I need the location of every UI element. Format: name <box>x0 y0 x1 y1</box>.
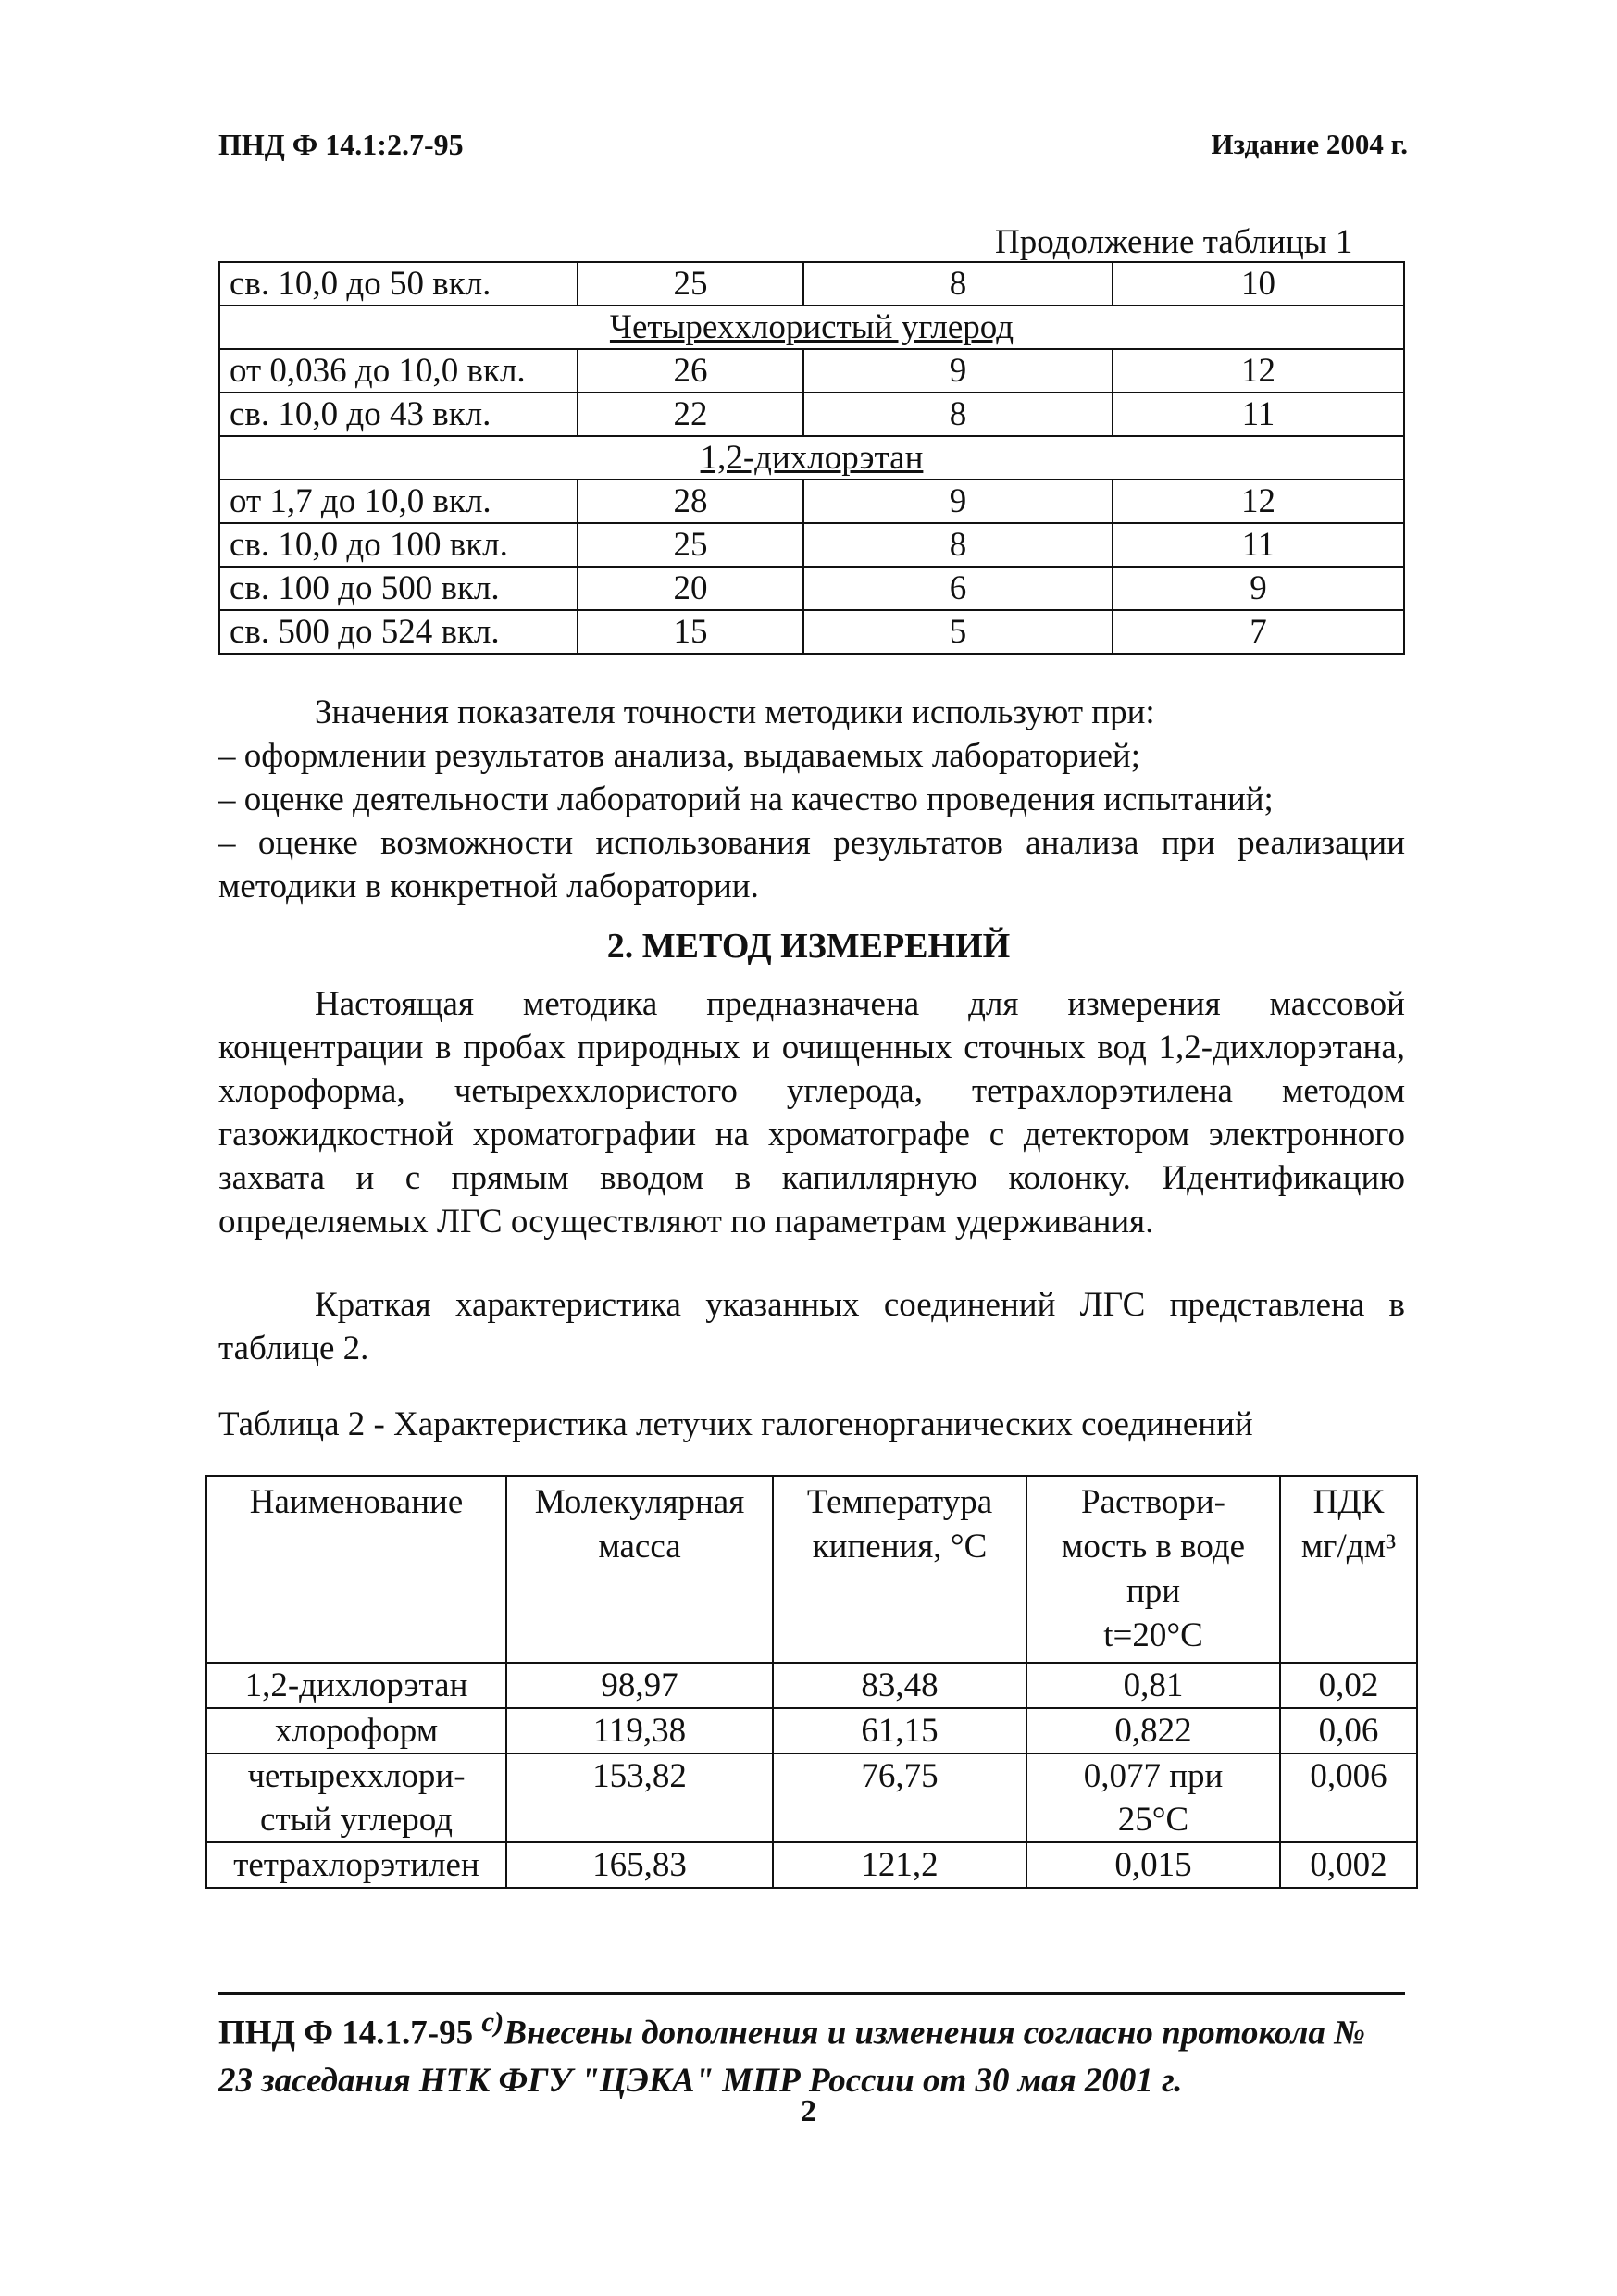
table-cell: 28 <box>578 480 803 523</box>
table-cell: 8 <box>803 523 1113 567</box>
table-header-row <box>206 1476 1417 1663</box>
group-name: Четыреххлористый углерод <box>609 307 1014 346</box>
table-cell: 0,002 <box>1280 1842 1417 1888</box>
table-cell: 9 <box>803 349 1113 393</box>
table1-continuation-caption: Продолжение таблицы 1 <box>995 223 1353 261</box>
method-paragraph: Настоящая методика предназначена для измерения массовой концентрации в пробах природных и очищенных сточных вод 1,2-дихлорэтана, хлороформа, четыреххлористого углерода, тетрахлорэтилена методом газожидкостной хроматографии на хроматографе с детектором электронного захвата и с прямым вводом в капиллярную колонку. Идентификацию определяемых ЛГС осуществляют по параметрам удерживания. <box>218 985 1405 1241</box>
group-name: 1,2-дихлорэтан <box>700 438 924 477</box>
table-cell: тетрахлорэтилен <box>206 1842 506 1888</box>
table-cell: 61,15 <box>773 1708 1026 1753</box>
table-row <box>206 1842 1417 1888</box>
table-cell: 1,2-дихлорэтан <box>206 1663 506 1708</box>
cell-text: 0,077 при <box>1083 1757 1224 1795</box>
summary-paragraph: Краткая характеристика указанных соединений ЛГС представлена в таблице 2. <box>218 1286 1405 1367</box>
table-cell: св. 10,0 до 43 вкл. <box>219 393 578 436</box>
footer-code: ПНД Ф 14.1.7-95 <box>218 2014 474 2053</box>
footer-note-text: Внесены дополнения и изменения согласно протокола № 23 заседания НТК ФГУ "ЦЭКА" МПР России от 30 мая 2001 г. <box>218 2014 1366 2101</box>
cell-text: четыреххлори- <box>247 1757 466 1795</box>
table-cell: хлороформ <box>206 1708 506 1753</box>
usage-lead: Значения показателя точности методики используют при: <box>315 693 1155 731</box>
table-row <box>206 1753 1417 1842</box>
table-cell: 7 <box>1113 610 1404 654</box>
table-row <box>206 1663 1417 1708</box>
table-row <box>219 480 1404 523</box>
usage-list <box>218 734 1405 908</box>
header-text: Температура <box>806 1483 993 1521</box>
table2 <box>205 1475 1418 1889</box>
header-text: ПДК <box>1312 1483 1385 1521</box>
header-text: Наименование <box>249 1483 464 1521</box>
table-cell: 0,02 <box>1280 1663 1417 1708</box>
header-text: мость в воде <box>1061 1528 1246 1566</box>
table-cell: 76,75 <box>773 1753 1026 1842</box>
cell-text: стый углерод <box>260 1801 453 1839</box>
table-cell: 0,06 <box>1280 1708 1417 1753</box>
table-group-header <box>219 306 1404 349</box>
table-cell: 12 <box>1113 349 1404 393</box>
table-cell: 83,48 <box>773 1663 1026 1708</box>
table-row <box>206 1708 1417 1753</box>
header-text: кипения, °С <box>812 1528 988 1566</box>
table-cell <box>206 1753 506 1842</box>
table-cell: 25 <box>578 262 803 306</box>
table-cell: св. 10,0 до 100 вкл. <box>219 523 578 567</box>
column-header <box>773 1476 1026 1663</box>
table-cell: 5 <box>803 610 1113 654</box>
table-cell: 0,822 <box>1026 1708 1280 1753</box>
list-item: – оценке возможности использования результатов анализа при реализации методики в конкретной лаборатории. <box>218 824 1405 905</box>
list-item: – оформлении результатов анализа, выдаваемых лабораторией; <box>218 737 1140 775</box>
table-cell: 22 <box>578 393 803 436</box>
table-cell: 0,015 <box>1026 1842 1280 1888</box>
table-cell: 98,97 <box>506 1663 773 1708</box>
column-header <box>206 1476 506 1663</box>
table-row <box>219 567 1404 610</box>
table-cell: 8 <box>803 393 1113 436</box>
table-row <box>219 393 1404 436</box>
table-cell: 11 <box>1113 523 1404 567</box>
table-group-row <box>219 306 1404 349</box>
page-number: 2 <box>801 2094 816 2128</box>
footer-mark: с) <box>481 2006 504 2038</box>
section-title: 2. МЕТОД ИЗМЕРЕНИЙ <box>606 927 1011 966</box>
table-cell: от 1,7 до 10,0 вкл. <box>219 480 578 523</box>
table-row <box>219 523 1404 567</box>
table-cell: 6 <box>803 567 1113 610</box>
table-cell: 0,81 <box>1026 1663 1280 1708</box>
table-cell: 8 <box>803 262 1113 306</box>
table-cell: 9 <box>1113 567 1404 610</box>
table-group-header <box>219 436 1404 480</box>
header-text: Раствори- <box>1081 1483 1225 1521</box>
table-cell: от 0,036 до 10,0 вкл. <box>219 349 578 393</box>
column-header <box>506 1476 773 1663</box>
column-header <box>1280 1476 1417 1663</box>
table-cell <box>1026 1753 1280 1842</box>
footer-divider <box>218 1992 1405 1995</box>
list-item: – оценке деятельности лабораторий на качество проведения испытаний; <box>218 780 1274 818</box>
footer-note <box>218 1998 1405 2105</box>
table-row <box>219 262 1404 306</box>
table-cell: 119,38 <box>506 1708 773 1753</box>
table-cell: св. 100 до 500 вкл. <box>219 567 578 610</box>
table-cell: 0,006 <box>1280 1753 1417 1842</box>
header-text: масса <box>598 1528 681 1566</box>
table-cell: св. 500 до 524 вкл. <box>219 610 578 654</box>
table-row <box>219 349 1404 393</box>
table-cell: 121,2 <box>773 1842 1026 1888</box>
table-group-row <box>219 436 1404 480</box>
header-text: мг/дм³ <box>1300 1528 1397 1566</box>
table-row <box>219 610 1404 654</box>
header-text: Молекулярная <box>534 1483 745 1521</box>
table-cell: св. 10,0 до 50 вкл. <box>219 262 578 306</box>
column-header <box>1026 1476 1280 1663</box>
table-cell: 10 <box>1113 262 1404 306</box>
table-cell: 165,83 <box>506 1842 773 1888</box>
cell-text: 25°С <box>1117 1801 1189 1839</box>
header-doc-code: ПНД Ф 14.1:2.7-95 <box>218 128 464 161</box>
table2-caption: Таблица 2 - Характеристика летучих галогенорганических соединений <box>218 1405 1253 1443</box>
header-text: при <box>1126 1572 1181 1610</box>
table-cell: 11 <box>1113 393 1404 436</box>
table-cell: 9 <box>803 480 1113 523</box>
header-edition: Издание 2004 г. <box>1211 128 1408 160</box>
table-cell: 20 <box>578 567 803 610</box>
table-cell: 12 <box>1113 480 1404 523</box>
header-text: t=20°С <box>1103 1616 1203 1654</box>
table-cell: 25 <box>578 523 803 567</box>
table-cell: 15 <box>578 610 803 654</box>
table1 <box>218 261 1405 655</box>
table-cell: 26 <box>578 349 803 393</box>
table-cell: 153,82 <box>506 1753 773 1842</box>
